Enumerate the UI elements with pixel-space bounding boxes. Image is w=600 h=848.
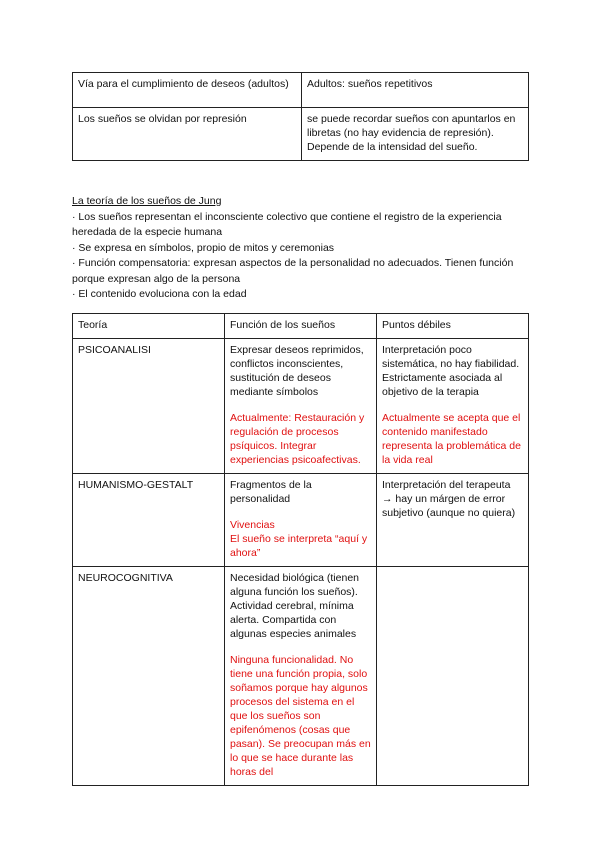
table-row (73, 474, 529, 567)
function-cell (225, 474, 377, 567)
weak-points-update-text: Actualmente se acepta que el contenido manifestado representa la problemática de la vida real (382, 412, 521, 466)
function-update-text: Vivencias El sueño se interpreta “aquí y ahora” (230, 519, 368, 559)
theory-cell: NEUROCOGNITIVA (73, 567, 225, 786)
weak-points-cell (377, 339, 529, 474)
column-header: Puntos débiles (377, 314, 529, 339)
theory-cell: PSICOANALISI (73, 339, 225, 474)
table-row (73, 339, 529, 474)
table-row (73, 73, 529, 108)
function-text: Necesidad biológica (tienen alguna función los sueños). Actividad cerebral, mínima alerta. Compartida con algunas especies animales (230, 572, 359, 640)
bullet-item: · Función compensatoria: expresan aspectos de la personalidad no adecuados. Tienen función porque expresan algo de la persona (72, 257, 514, 285)
function-update-text: Ninguna funcionalidad. No tiene una función propia, solo soñamos porque hay algunos procesos del sistema en el que los sueños son epifenómenos (cosas que pasan). Se preocupan más en lo que se hace durante las horas del (230, 654, 371, 778)
weak-points-text: Interpretación del terapeuta → hay un márgen de error subjetivo (aunque no quiera) (382, 479, 516, 519)
table-cell: Adultos: sueños repetitivos (302, 73, 529, 108)
function-text: Expresar deseos reprimidos, conflictos inconscientes, sustitución de deseos mediante símbolos (230, 344, 364, 398)
table-cell: Los sueños se olvidan por represión (73, 108, 302, 161)
weak-points-text: Interpretación poco sistemática, no hay fiabilidad. Estrictamente asociada al objetivo de la terapia (382, 344, 520, 398)
weak-points-cell (377, 474, 529, 567)
bullet-item: · El contenido evoluciona con la edad (72, 288, 247, 300)
bullet-item: · Se expresa en símbolos, propio de mitos y ceremonias (72, 241, 335, 254)
table-row (73, 108, 529, 161)
section-title: La teoría de los sueños de Jung (72, 195, 222, 207)
function-cell (225, 339, 377, 474)
table-row (73, 567, 529, 786)
bullet-item: · Los sueños representan el inconsciente colectivo que contiene el registro de la experiencia heredada de la especie humana (72, 210, 502, 238)
weak-points-cell (377, 567, 529, 786)
table-cell: se puede recordar sueños con apuntarlos en libretas (no hay evidencia de represión). Depende de la intensidad del sueño. (302, 108, 529, 161)
theories-table (72, 313, 529, 786)
dreams-comparison-table (72, 72, 529, 161)
function-cell (225, 567, 377, 786)
table-header-row (73, 314, 529, 339)
table-cell: Vía para el cumplimiento de deseos (adultos) (73, 73, 302, 108)
column-header: Función de los sueños (225, 314, 377, 339)
jung-section (72, 194, 532, 303)
function-text: Fragmentos de la personalidad (230, 479, 312, 505)
function-update-text: Actualmente: Restauración y regulación de procesos psíquicos. Integrar experiencias psicoafectivas. (230, 412, 365, 466)
theory-cell: HUMANISMO-GESTALT (73, 474, 225, 567)
column-header: Teoría (73, 314, 225, 339)
